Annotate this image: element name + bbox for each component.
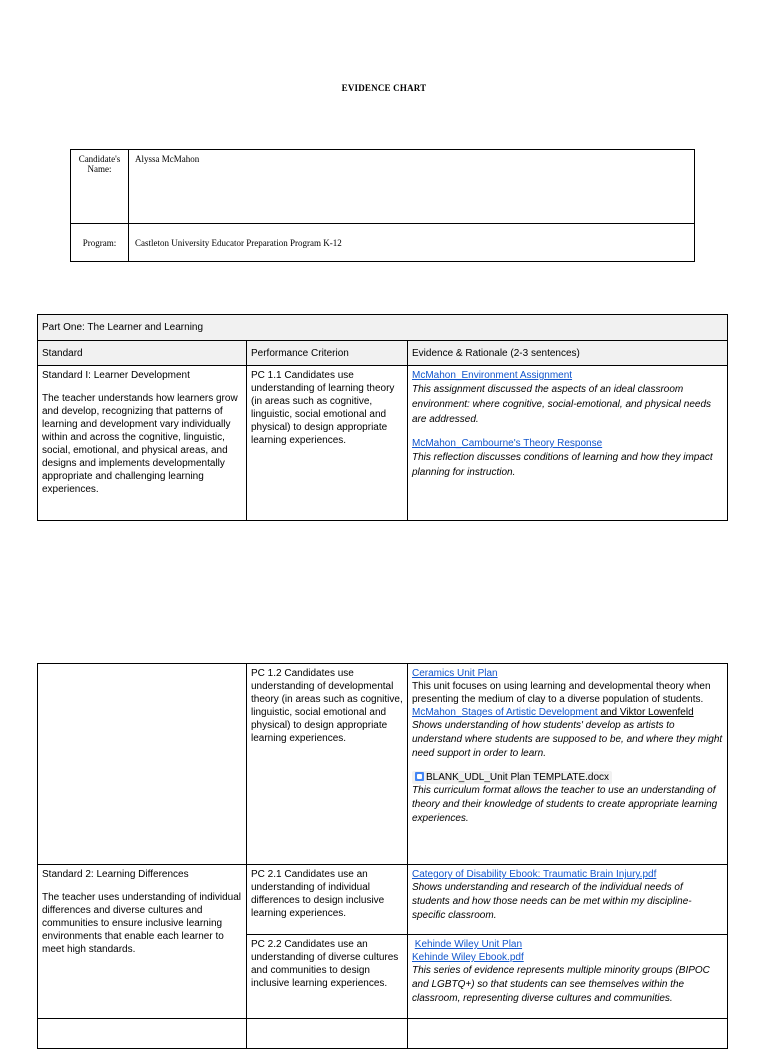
pc-1-1: PC 1.1 Candidates use understanding of learning theory (in areas such as cognitive, linguistic, social emotional and physical) to design appropriate learning experiences. — [247, 366, 408, 521]
candidate-name-value: Alyssa McMahon — [129, 150, 695, 224]
part-one-heading: Part One: The Learner and Learning — [38, 315, 728, 341]
column-header-criterion: Performance Criterion — [247, 341, 408, 366]
pc-2-1: PC 2.1 Candidates use an understanding of individual differences to design inclusive learning experiences. — [247, 865, 408, 935]
program-label: Program: — [71, 224, 129, 262]
evidence-1-1 — [408, 366, 728, 521]
standard-2-title: Standard 2: Learning Differences — [42, 869, 189, 880]
standard-1-cell — [38, 366, 247, 521]
program-value: Castleton University Educator Preparation Program K-12 — [129, 224, 695, 262]
standard-2-description: The teacher uses understanding of individual differences and diverse cultures and communities to ensure inclusive learning environments that enable each learner to meet high standards. — [42, 892, 242, 955]
column-header-standard: Standard — [38, 341, 247, 366]
evidence-1-1-rationale-2: This reflection discusses conditions of learning and how they impact planning for instruction. — [412, 452, 713, 478]
column-header-evidence: Evidence & Rationale (2-3 sentences) — [408, 341, 728, 366]
kehinde-wiley-ebook-link[interactable]: Kehinde Wiley Ebook.pdf — [412, 952, 524, 963]
evidence-2-1 — [408, 865, 728, 935]
evidence-1-2-rationale-1: This unit focuses on using learning and developmental theory when presenting the medium of clay to a diverse population of students. — [412, 681, 711, 705]
evidence-table-part-one — [37, 314, 728, 521]
lowenfeld-link[interactable]: and Viktor Lowenfeld — [600, 707, 694, 718]
next-row-cell-3 — [408, 1019, 728, 1049]
evidence-1-2-rationale-3: This curriculum format allows the teacher to use an understanding of theory and their knowledge of students to create appropriate learning experiences. — [412, 785, 718, 824]
next-row-cell-2 — [247, 1019, 408, 1049]
evidence-2-1-rationale: Shows understanding and research of the individual needs of students and how those needs can be met within my discipline-specific classroom. — [412, 882, 692, 921]
page-title: EVIDENCE CHART — [341, 83, 427, 93]
evidence-1-1-rationale-1: This assignment discussed the aspects of an ideal classroom environment: where cognitive, social-emotional, and physical needs are addressed. — [412, 384, 712, 425]
evidence-table-part-two — [37, 663, 728, 1049]
standard-1-continued-cell — [38, 664, 247, 865]
pc-1-2: PC 1.2 Candidates use understanding of developmental theory (in areas such as cognitive, linguistic, social emotional and physical) to design appropriate learning experiences. — [247, 664, 408, 865]
evidence-2-2-rationale: This series of evidence represents multiple minority groups (BIPOC and LGBTQ+) so that students can see themselves within the classroom, representing diverse cultures and communities. — [412, 965, 710, 1004]
standard-1-title: Standard I: Learner Development — [42, 370, 190, 381]
evidence-1-2-rationale-2: Shows understanding of how students' develop as artists to understand where students are supposed to be, and where they might need support in order to learn. — [412, 720, 723, 759]
disability-ebook-link[interactable]: Category of Disability Ebook: Traumatic Brain Injury.pdf — [412, 869, 657, 880]
next-row-cell-1 — [38, 1019, 247, 1049]
udl-template-filename: BLANK_UDL_Unit Plan TEMPLATE.docx — [426, 772, 610, 783]
environment-assignment-link[interactable]: McMahon_Environment Assignment — [412, 370, 573, 381]
kehinde-wiley-unit-plan-link[interactable]: Kehinde Wiley Unit Plan — [414, 939, 523, 950]
stages-of-artistic-development-link[interactable]: McMahon_Stages of Artistic Development — [412, 707, 601, 718]
standard-2-cell — [38, 865, 247, 1019]
udl-template-chip[interactable] — [412, 771, 612, 784]
candidate-table — [70, 149, 695, 262]
standard-1-description: The teacher understands how learners grow and develop, recognizing that patterns of learning and development vary individually within and across the cognitive, linguistic, social, emotional, and physical areas, and designs and implements developmentally appropriate and challenging learning experiences. — [42, 393, 238, 495]
evidence-1-2 — [408, 664, 728, 865]
ceramics-unit-plan-link[interactable]: Ceramics Unit Plan — [412, 668, 498, 679]
candidate-name-label: Candidate's Name: — [71, 150, 129, 224]
evidence-2-2 — [408, 935, 728, 1019]
docs-file-icon — [415, 772, 424, 781]
cambourne-theory-link[interactable]: McMahon_Cambourne's Theory Response — [412, 438, 603, 449]
pc-2-2: PC 2.2 Candidates use an understanding of diverse cultures and communities to design inclusive learning experiences. — [247, 935, 408, 1019]
